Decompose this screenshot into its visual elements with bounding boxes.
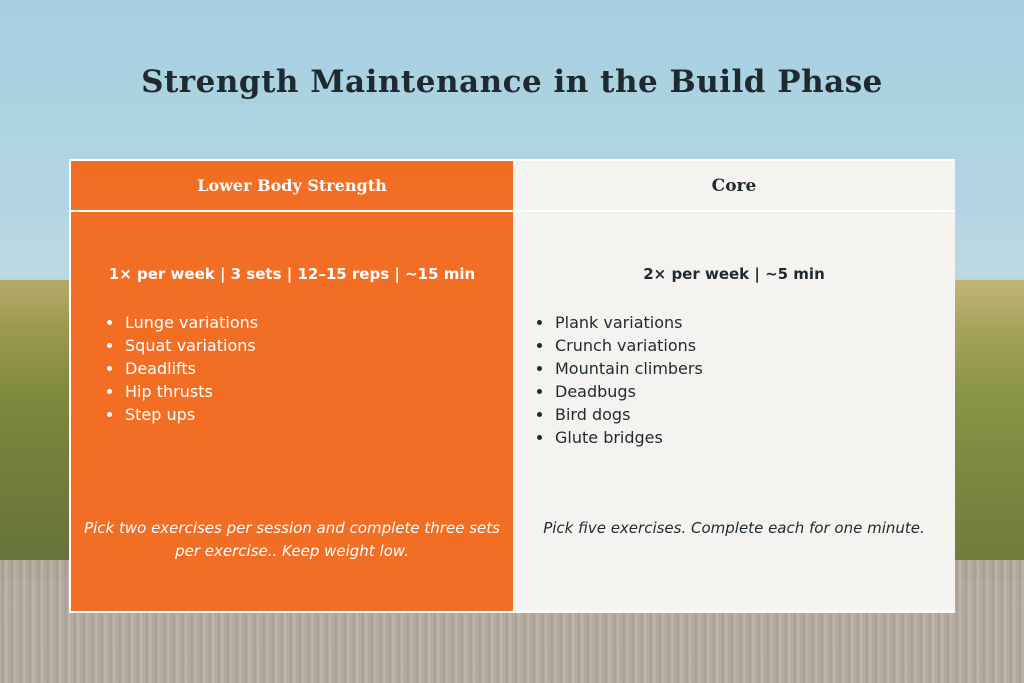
list-item: Lunge variations <box>107 311 258 334</box>
list-item: Squat variations <box>107 334 258 357</box>
list-item: Step ups <box>107 403 258 426</box>
core-note: Pick five exercises. Complete each for one minute. <box>543 519 925 537</box>
lower-body-exercise-list <box>107 311 258 426</box>
list-item: Deadlifts <box>107 357 258 380</box>
list-item: Bird dogs <box>537 403 703 426</box>
list-item: Crunch variations <box>537 334 703 357</box>
comparison-table <box>69 159 955 613</box>
list-item: Deadbugs <box>537 380 703 403</box>
list-item: Plank variations <box>537 311 703 334</box>
list-item: Glute bridges <box>537 426 703 449</box>
list-item: Hip thrusts <box>107 380 258 403</box>
column-header-core: Core <box>513 161 955 212</box>
lower-body-column <box>71 161 513 611</box>
core-column <box>513 161 955 611</box>
cornfield-left <box>0 280 80 580</box>
core-exercise-list <box>537 311 703 449</box>
page-title: Strength Maintenance in the Build Phase <box>141 64 883 100</box>
cornfield-right <box>944 280 1024 580</box>
core-frequency: 2× per week | ~5 min <box>643 265 825 283</box>
list-item: Mountain climbers <box>537 357 703 380</box>
column-header-lower-body: Lower Body Strength <box>71 161 513 212</box>
lower-body-note: Pick two exercises per session and complete three sets per exercise.. Keep weight low. <box>84 519 500 560</box>
lower-body-frequency: 1× per week | 3 sets | 12–15 reps | ~15 min <box>108 265 476 283</box>
